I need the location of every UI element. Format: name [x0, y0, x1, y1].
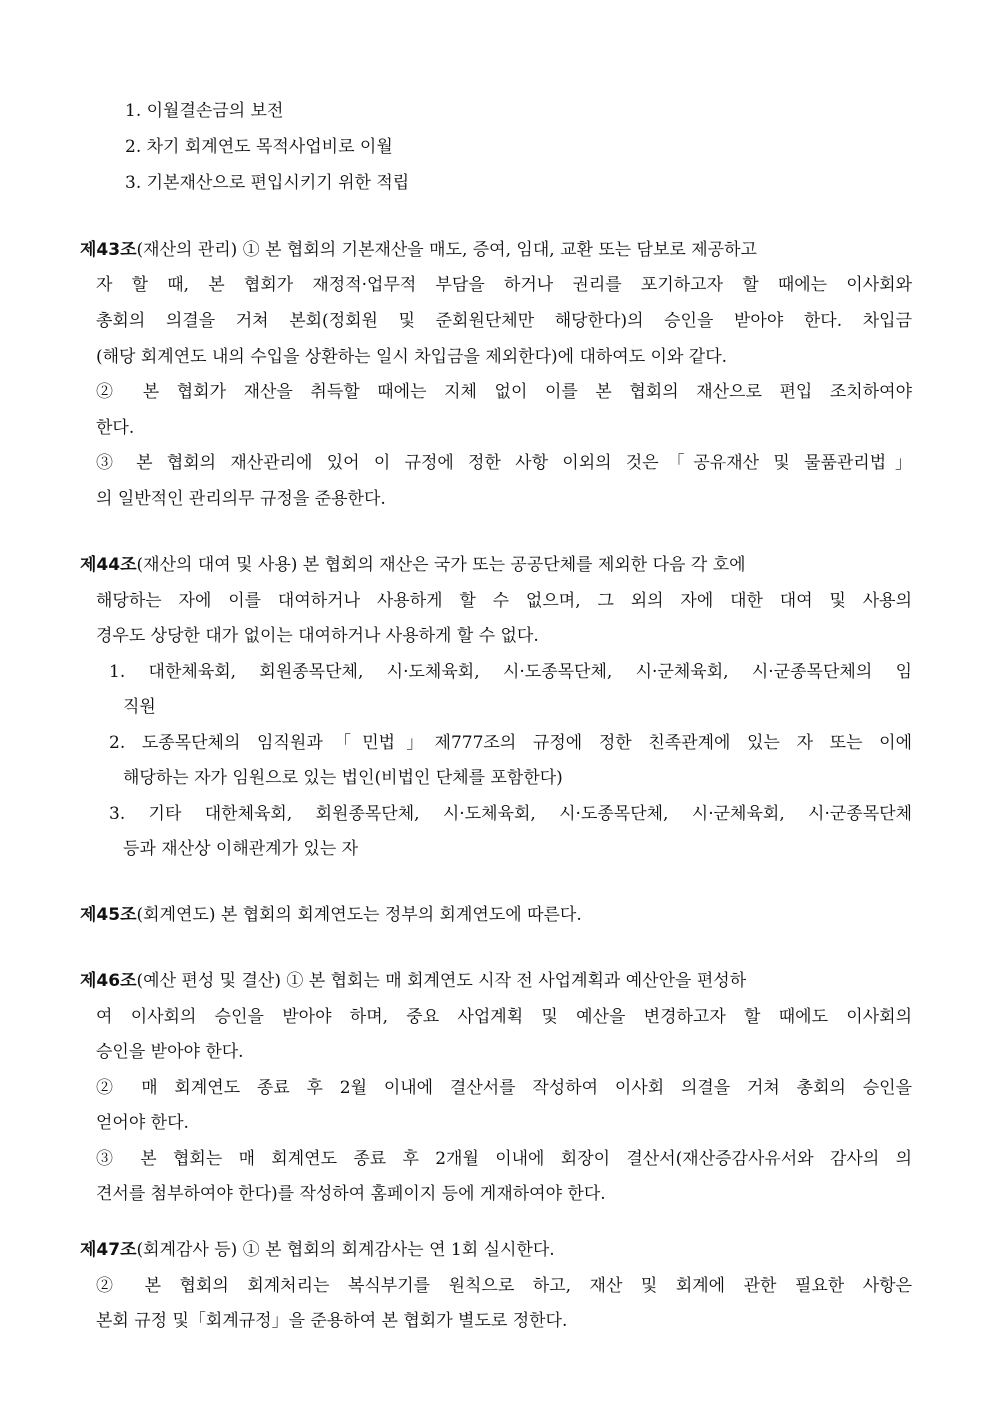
article-43-line: (해당 회계연도 내의 수입을 상환하는 일시 차입금을 제외한다)에 대하여도 이와 같다.	[96, 347, 728, 367]
article-43-line: 한다.	[96, 418, 135, 438]
article-number: 제45조	[80, 905, 137, 925]
article-47-line: 본회 규정 및「회계규정」을 준용하여 본 협회가 별도로 정한다.	[96, 1311, 568, 1331]
article-44-line: 1. 대한체육회, 회원종목단체, 시·도체육회, 시·도종목단체, 시·군체육회, 시·군종목단체의 임	[109, 662, 912, 682]
article-43-line: 의 일반적인 관리의무 규정을 준용한다.	[96, 489, 386, 509]
article-44-line: 2. 도종목단체의 임직원과「민법」제777조의 규정에 정한 친족관계에 있는 자 또는 이에	[109, 733, 912, 753]
article-44-line: 해당하는 자가 임원으로 있는 법인(비법인 단체를 포함한다)	[123, 768, 563, 788]
article-46-line: 견서를 첨부하여야 한다)를 작성하여 홈페이지 등에 게재하여야 한다.	[96, 1184, 606, 1204]
article-43-line: ② 본 협회가 재산을 취득할 때에는 지체 없이 이를 본 협회의 재산으로 편입 조치하여야	[96, 382, 912, 402]
article-number: 제43조	[80, 240, 137, 260]
article-43-line: 제43조(재산의 관리) ① 본 협회의 기본재산을 매도, 증여, 임대, 교환 또는 담보로 제공하고	[80, 240, 757, 260]
article-number: 제46조	[80, 971, 137, 991]
article-44-line: 제44조(재산의 대여 및 사용) 본 협회의 재산은 국가 또는 공공단체를 제외한 다음 각 호에	[80, 555, 746, 575]
article-46-line: 승인을 받아야 한다.	[96, 1042, 244, 1062]
article-number: 제44조	[80, 555, 137, 575]
list-item: 3. 기본재산으로 편입시키기 위한 적립	[125, 173, 410, 193]
article-47-line: 제47조(회계감사 등) ① 본 협회의 회계감사는 연 1회 실시한다.	[80, 1240, 555, 1260]
article-46-line: ③ 본 협회는 매 회계연도 종료 후 2개월 이내에 회장이 결산서(재산증감사유서와 감사의 의	[96, 1149, 912, 1169]
article-44-line: 등과 재산상 이해관계가 있는 자	[123, 839, 359, 859]
article-46-line: 제46조(예산 편성 및 결산) ① 본 협회는 매 회계연도 시작 전 사업계획과 예산안을 편성하	[80, 971, 747, 991]
list-item: 2. 차기 회계연도 목적사업비로 이월	[125, 137, 393, 157]
article-45-line: 제45조(회계연도) 본 협회의 회계연도는 정부의 회계연도에 따른다.	[80, 905, 582, 925]
article-46-line: ② 매 회계연도 종료 후 2월 이내에 결산서를 작성하여 이사회 의결을 거쳐 총회의 승인을	[96, 1078, 912, 1098]
article-47-line: ② 본 협회의 회계처리는 복식부기를 원칙으로 하고, 재산 및 회계에 관한 필요한 사항은	[96, 1276, 912, 1296]
article-44-line: 직원	[123, 697, 156, 717]
article-43-line: ③ 본 협회의 재산관리에 있어 이 규정에 정한 사항 이외의 것은「공유재산 및 물품관리법」	[96, 453, 912, 473]
article-43-line: 총회의 의결을 거쳐 본회(정회원 및 준회원단체만 해당한다)의 승인을 받아야 한다. 차입금	[96, 311, 912, 331]
article-43-line: 자 할 때, 본 협회가 재정적·업무적 부담을 하거나 권리를 포기하고자 할 때에는 이사회와	[96, 275, 912, 295]
article-46-line: 얻어야 한다.	[96, 1113, 189, 1133]
list-item: 1. 이월결손금의 보전	[125, 101, 284, 121]
article-44-line: 해당하는 자에 이를 대여하거나 사용하게 할 수 없으며, 그 외의 자에 대한 대여 및 사용의	[96, 591, 912, 611]
article-44-line: 경우도 상당한 대가 없이는 대여하거나 사용하게 할 수 없다.	[96, 626, 539, 646]
article-46-line: 여 이사회의 승인을 받아야 하며, 중요 사업계획 및 예산을 변경하고자 할 때에도 이사회의	[96, 1007, 912, 1027]
article-number: 제47조	[80, 1240, 137, 1260]
article-44-line: 3. 기타 대한체육회, 회원종목단체, 시·도체육회, 시·도종목단체, 시·군체육회, 시·군종목단체	[109, 804, 912, 824]
